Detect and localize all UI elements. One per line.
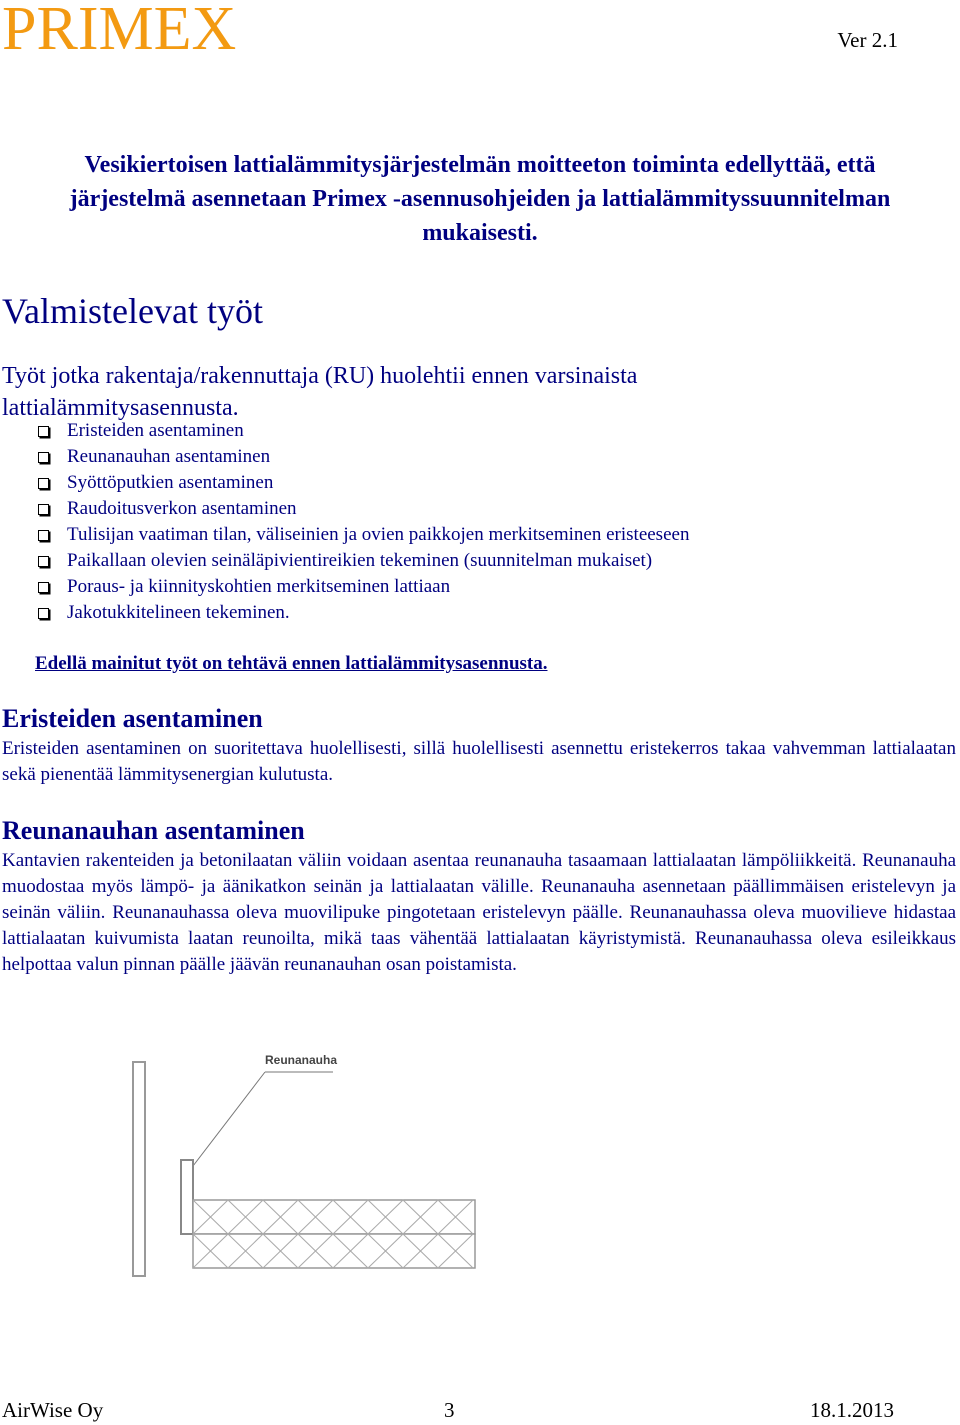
checklist-item-label: Jakotukkitelineen tekeminen. (67, 602, 290, 623)
section-title-preparatory-work: Valmistelevat työt (2, 291, 263, 331)
checklist-item-label: Paikallaan olevien seinäläpivientireikien tekeminen (suunnitelman mukaiset) (67, 550, 653, 571)
checklist-item (38, 418, 689, 444)
checklist-item-label: Syöttöputkien asentaminen (67, 472, 274, 493)
footer-company: AirWise Oy (2, 1398, 104, 1422)
lead-line: lattialämmitysasennusta. (2, 395, 239, 421)
intro-line: järjestelmä asennetaan Primex -asennusohjeiden ja lattialämmityssuunnitelman (69, 186, 891, 212)
checkbox-icon (38, 478, 49, 489)
preparatory-work-lead (2, 360, 902, 424)
section-title-insulation: Eristeiden asentaminen (2, 704, 263, 733)
checklist-item-label: Eristeiden asentaminen (67, 420, 244, 441)
checklist-item-label: Tulisijan vaatiman tilan, väliseinien ja ovien paikkojen merkitseminen eristeeseen (67, 524, 690, 545)
checklist-item (38, 548, 689, 574)
checklist-item (38, 444, 689, 470)
insulation-paragraph: Eristeiden asentaminen on suoritettava huolellisesti, sillä huolellisesti asennettu eristekerros takaa vahvemman lattialaatan sekä pienentää lämmitysenergian kulutusta. (2, 738, 956, 785)
diagram-label: Reunanauha (265, 1053, 338, 1067)
intro-line: Vesikiertoisen lattialämmitysjärjestelmän moitteeton toiminta edellyttää, että (84, 152, 876, 178)
checklist-item (38, 522, 689, 548)
checklist-item (38, 574, 689, 600)
footer-page-number: 3 (444, 1398, 455, 1422)
checkbox-icon (38, 452, 49, 463)
checklist-item (38, 470, 689, 496)
version-label: Ver 2.1 (837, 28, 898, 52)
checklist-item-label: Poraus- ja kiinnityskohtien merkitseminen lattiaan (67, 576, 451, 597)
checkbox-icon (38, 530, 49, 541)
edge-strip (181, 1160, 193, 1234)
wall (133, 1062, 145, 1276)
footer-date: 18.1.2013 (810, 1398, 894, 1422)
intro-line: mukaisesti. (422, 220, 538, 246)
intro-paragraph (0, 148, 960, 250)
checkbox-icon (38, 556, 49, 567)
edge-strip-paragraph: Kantavien rakenteiden ja betonilaatan väliin voidaan asentaa reunanauha tasaamaan lattialaatan lämpöliikkeitä. Reunanauha muodostaa myös lämpö- ja äänikatkon seinän ja lattialaatan välille. Reunanauha asennetaan päällimmäisen eristelevyn ja seinän väliin. Reunanauhassa oleva muovilipuke pingotetaan eristelevyn päälle. Reunanauhassa oleva muovilieve hidastaa lattialaatan kuivumista laatan reunoilta, mikä taas vähentää lattialaatan käyristymistä. Reunanauhassa oleva esileikkaus helpottaa valun pinnan päälle jäävän reunanauhan osan poistamista. (2, 850, 956, 975)
preparatory-checklist (38, 418, 689, 626)
edge-strip-diagram (125, 1040, 485, 1300)
primex-logo: PRIMEX (2, 0, 237, 63)
checkbox-icon (38, 582, 49, 593)
section-title-edge-strip: Reunanauhan asentaminen (2, 816, 305, 845)
lead-line: Työt jotka rakentaja/rakennuttaja (RU) huolehtii ennen varsinaista (2, 363, 638, 389)
checklist-item-label: Raudoitusverkon asentaminen (67, 498, 297, 519)
checkbox-icon (38, 608, 49, 619)
checklist-item-label: Reunanauhan asentaminen (67, 446, 271, 467)
leader-line (193, 1072, 265, 1166)
checkbox-icon (38, 426, 49, 437)
checklist-item (38, 600, 689, 626)
checkbox-icon (38, 504, 49, 515)
preparatory-notice: Edellä mainitut työt on tehtävä ennen lattialämmitysasennusta. (35, 653, 548, 674)
checklist-item (38, 496, 689, 522)
